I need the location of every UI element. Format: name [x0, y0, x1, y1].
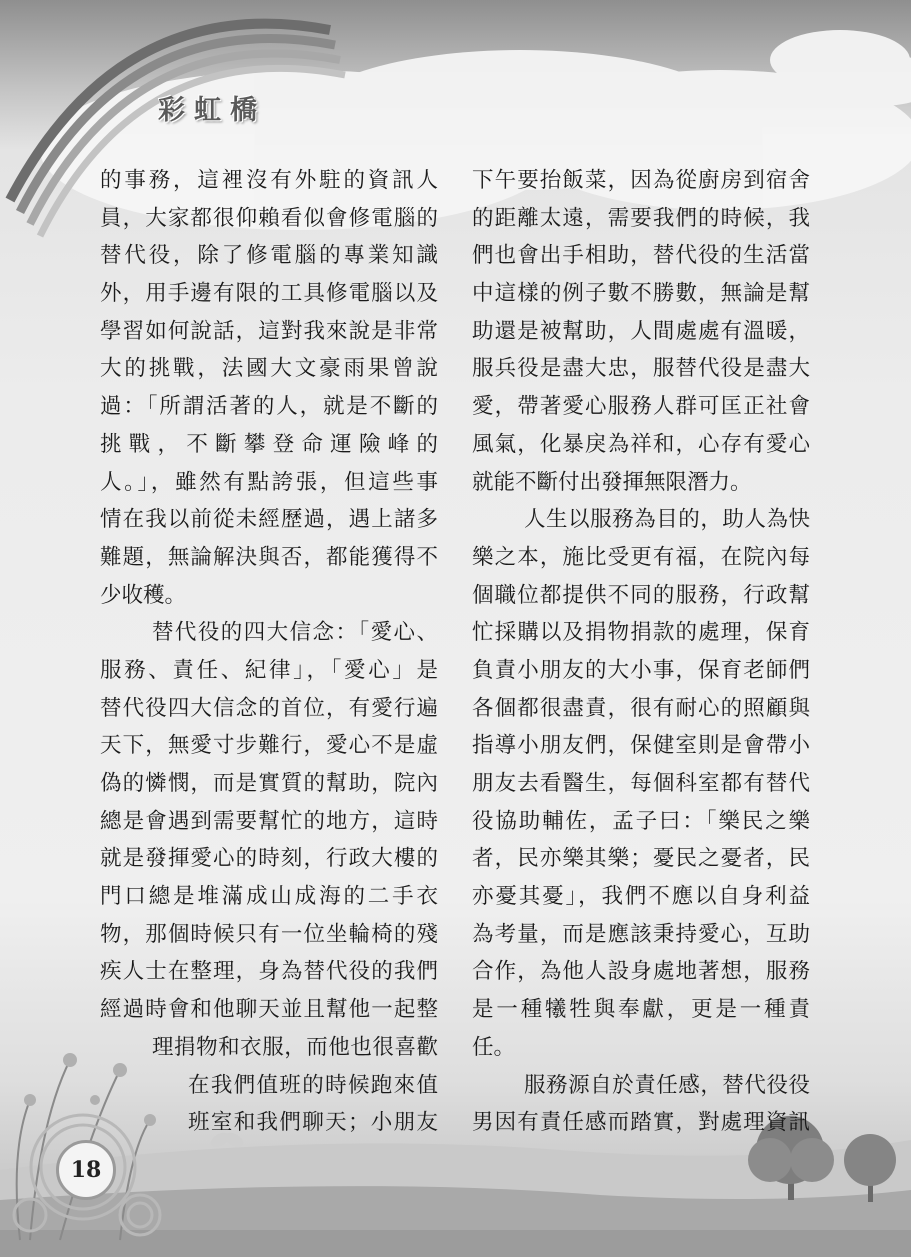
text-line: 合作，為他人設身處地著想，服務: [472, 959, 810, 985]
text-line: 大的挑戰，法國大文豪雨果曾說: [100, 356, 438, 382]
left-text-column: [100, 162, 438, 1142]
text-line: 役協助輔佐，孟子曰：「樂民之樂: [472, 808, 810, 834]
text-line: 就是發揮愛心的時刻，行政大樓的: [100, 846, 438, 872]
text-line: 少收穫。: [100, 582, 187, 608]
text-line: 各個都很盡責，很有耐心的照顧與: [472, 695, 810, 721]
text-line: 替代役的四大信念：「愛心、: [152, 620, 438, 646]
text-line: 為考量，而是應該秉持愛心，互助: [472, 921, 810, 947]
text-line: 替代役四大信念的首位，有愛行遍: [100, 695, 438, 721]
text-line: 忙採購以及捐物捐款的處理，保育: [472, 620, 810, 646]
text-line: 負責小朋友的大小事，保育老師們: [472, 657, 810, 683]
page-number: 18: [56, 1140, 116, 1200]
text-line: 樂之本，施比受更有福，在院內每: [472, 544, 810, 570]
text-line: 情在我以前從未經歷過，遇上諸多: [100, 507, 438, 533]
text-line: 門口總是堆滿成山成海的二手衣: [100, 884, 438, 910]
text-line: 經過時會和他聊天並且幫他一起整: [100, 997, 438, 1023]
text-line: 總是會遇到需要幫忙的地方，這時: [100, 808, 438, 834]
text-line: 愛，帶著愛心服務人群可匡正社會: [472, 394, 810, 420]
text-line: 指導小朋友們，保健室則是會帶小: [472, 733, 810, 759]
text-line: 外，用手邊有限的工具修電腦以及: [100, 281, 438, 307]
text-line: 亦憂其憂」，我們不應以自身利益: [472, 884, 810, 910]
text-line: 中這樣的例子數不勝數，無論是幫: [472, 281, 810, 307]
text-line: 服務、責任、紀律」，「愛心」是: [100, 657, 438, 683]
text-line: 是一種犧牲與奉獻，更是一種責: [472, 997, 810, 1023]
section-title: 彩虹橋: [158, 95, 266, 126]
text-line: 男因有責任感而踏實，對處理資訊: [472, 1110, 810, 1136]
text-line: 疾人士在整理，身為替代役的我們: [100, 959, 438, 985]
text-line: 服兵役是盡大忠，服替代役是盡大: [472, 356, 810, 382]
text-line: 物，那個時候只有一位坐輪椅的殘: [100, 921, 438, 947]
text-line: 服務源自於責任感，替代役役: [524, 1072, 810, 1098]
text-line: 偽的憐憫，而是實質的幫助，院內: [100, 771, 438, 796]
text-line: 個職位都提供不同的服務，行政幫: [472, 582, 810, 608]
text-line: 替代役，除了修電腦的專業知識: [100, 243, 438, 269]
text-line: 的事務，這裡沒有外駐的資訊人: [100, 168, 438, 193]
text-line: 人生以服務為目的，助人為快: [524, 507, 810, 533]
text-line: 難題，無論解決與否，都能獲得不: [100, 544, 438, 570]
text-line: 助還是被幫助，人間處處有溫暖，: [472, 318, 810, 344]
text-line: 們也會出手相助，替代役的生活當: [472, 243, 810, 269]
text-line: 班室和我們聊天；小朋友: [188, 1110, 438, 1136]
text-line: 者，民亦樂其樂；憂民之憂者，民: [472, 846, 810, 872]
right-text-column: [472, 162, 810, 1142]
text-line: 理捐物和衣服，而他也很喜歡: [152, 1034, 438, 1060]
text-line: 員，大家都很仰賴看似會修電腦的: [100, 205, 438, 231]
text-line: 在我們值班的時候跑來值: [188, 1072, 438, 1098]
text-line: 的距離太遠，需要我們的時候，我: [472, 205, 810, 231]
text-line: 挑戰，不斷攀登命運險峰的: [100, 431, 438, 457]
text-line: 下午要抬飯菜，因為從廚房到宿舍: [472, 168, 810, 193]
text-line: 風氣，化暴戾為祥和，心存有愛心: [472, 431, 810, 457]
text-line: 學習如何說話，這對我來說是非常: [100, 318, 438, 344]
text-line: 任。: [472, 1034, 516, 1060]
text-line: 天下，無愛寸步難行，愛心不是虛: [100, 733, 438, 759]
text-line: 就能不斷付出發揮無限潛力。: [472, 469, 752, 495]
text-line: 人。」，雖然有點誇張，但這些事: [100, 469, 438, 495]
text-line: 過：「所謂活著的人，就是不斷的: [100, 394, 438, 420]
text-line: 朋友去看醫生，每個科室都有替代: [472, 771, 810, 796]
